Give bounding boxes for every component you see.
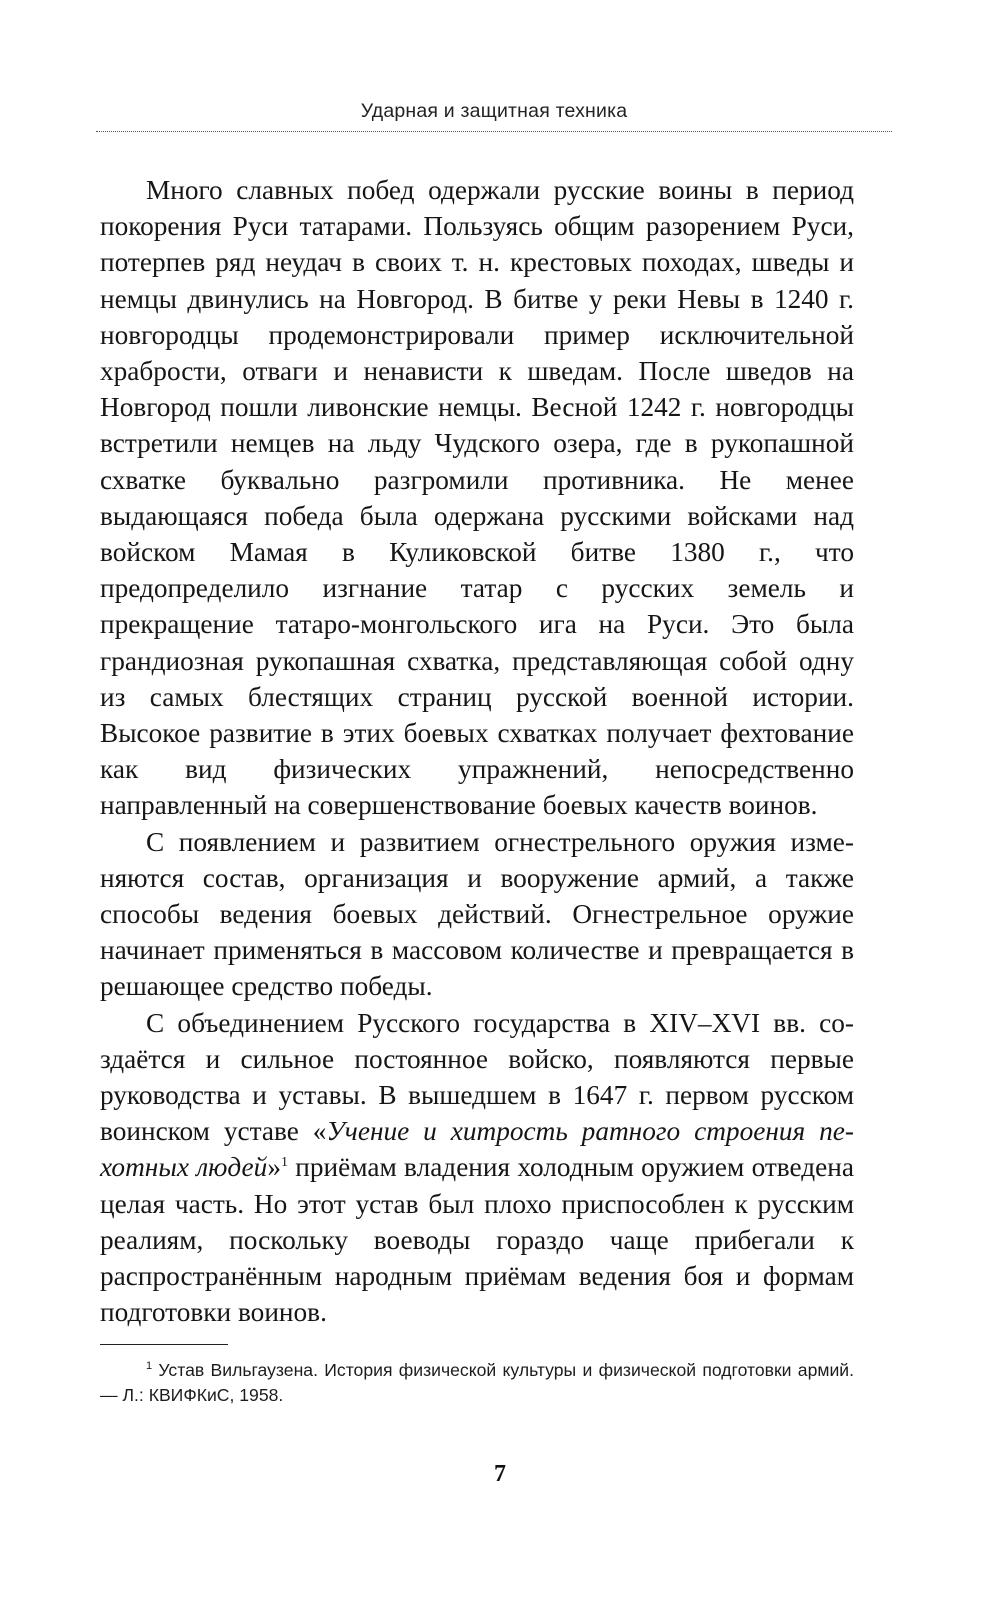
running-title: Ударная и защитная техника <box>360 100 628 122</box>
quote-close: » <box>267 1152 281 1183</box>
page-number: 7 <box>494 1461 506 1487</box>
paragraph-3-lead: С объединением Русского государства в XIV–XVI вв. создаётся и сильное постоянное войско, появляются первые руководства и уставы. В вышедшем в 1647 г. первом русском воинском уставе « <box>100 1007 854 1147</box>
footnote-divider <box>100 1344 228 1345</box>
header-divider <box>96 131 892 132</box>
main-text <box>100 172 854 1331</box>
paragraph-3 <box>100 1005 854 1331</box>
footnote-text: Устав Вильгаузена. История физической культуры и физической подготовки армий. — Л.: КВИФКиС, 1958. <box>100 1360 854 1405</box>
footnote-reference: 1 <box>280 1155 288 1171</box>
paragraph-1: Много славных побед одержали русские воины в период покорения Руси татарами. Пользуясь общим разорением Руси, потерпев ряд неудач в своих т. н. крестовых походах, шведы и немцы двинулись на Новгород. В битве у реки Невы в 1240 г. новгородцы продемонстрировали пример исключительной храбрости, отваги и ненависти к шведам. После шведов на Новгород пошли ливонские немцы. Весной 1242 г. новгородцы встретили немцев на льду Чудского озера, где в рукопашной схватке буквально разгромили противника. Не менее выдающаяся победа была одержана русскими войсками над войском Мамая в Куликовской битве 1380 г., что предопределило изгнание татар с русских земель и прекращение татаро-монгольского ига на Руси. Это была грандиозная рукопашная схватка, представляющая собой одну из самых блестящих страниц русской военной истории. Высокое развитие в этих боевых схватках получает фехтование как вид физических упражнений, непосредственно направленный на совершенствование боевых качеств воинов. <box>100 175 854 821</box>
footnote <box>100 1358 854 1408</box>
charter-title: Учение и хитрость ратного строения пехотных людей <box>100 1116 854 1183</box>
paragraph-2: С появлением и развитием огнестрельного оружия изменяются состав, организация и вооружение армий, а также способы ведения боевых действий. Огнестрельное оружие начинает применяться в массовом количестве и превращается в решающее средство победы. <box>100 826 854 1002</box>
paragraph-3-rest: приёмам владения холодным оружием отведена целая часть. Но этот устав был плохо приспособлен к русским реалиям, поскольку воеводы гораздо чаще прибегали к распространённым народным приёмам ведения боя и формам подготовки воинов. <box>100 1152 855 1328</box>
footnote-number: 1 <box>146 1360 153 1373</box>
